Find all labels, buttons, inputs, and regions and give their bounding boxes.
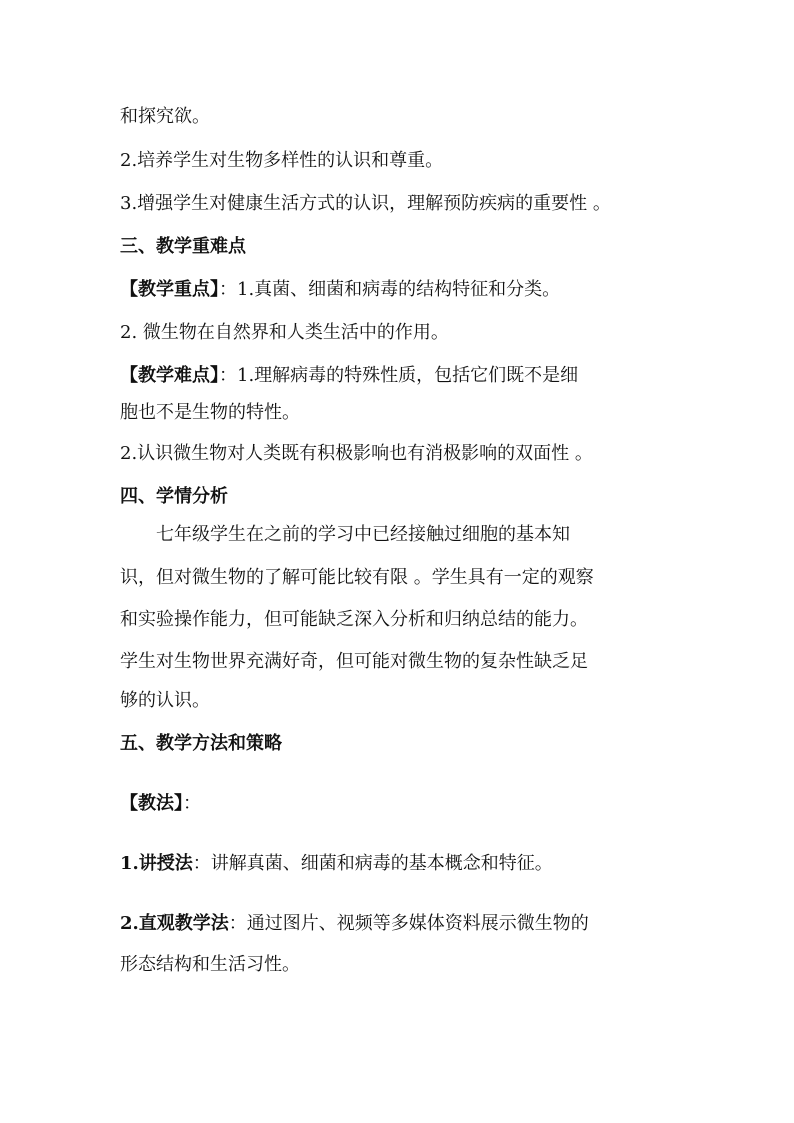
text: ： [183,793,201,814]
text: 和探究欲。 [120,106,210,127]
text: ：1.真菌、细菌和病毒的结构特征和分类。 [219,279,561,300]
paragraph-line [120,565,720,591]
key-points-label: 【教学重点】 [120,279,219,300]
paragraph-line [120,952,720,978]
heading-text: 五、教学方法和策略 [120,733,282,754]
method-label: 1.讲授法 [120,853,193,874]
text: 和实验操作能力，但可能缺乏深入分析和归纳总结的能力。 [120,609,588,630]
text: 学生对生物世界充满好奇，但可能对微生物的复杂性缺乏足 [120,651,588,672]
text: ：1.理解病毒的特殊性质，包括它们既不是细 [219,365,579,386]
text: 够的认识。 [120,690,210,711]
list-item [120,191,720,217]
text: 胞也不是生物的特性。 [120,402,300,423]
section-heading [120,484,720,510]
methods-line [120,791,720,817]
heading-text: 三、教学重难点 [120,236,246,257]
text: ：通过图片、视频等多媒体资料展示微生物的 [228,913,589,934]
paragraph-line [156,522,756,548]
list-item [120,320,720,346]
text: 七年级学生在之前的学习中已经接触过细胞的基本知 [156,524,570,545]
text: 形态结构和生活习性。 [120,954,300,975]
list-item [120,911,720,937]
text: 3.增强学生对健康生活方式的认识，理解预防疾病的重要性 。 [120,193,611,214]
section-heading [120,731,720,757]
list-item [120,441,720,467]
text: 2.培养学生对生物多样性的认识和尊重。 [120,150,444,171]
heading-text: 四、学情分析 [120,486,228,507]
list-item [120,148,720,174]
difficult-points-label: 【教学难点】 [120,365,219,386]
methods-label: 【教法】 [120,793,183,814]
section-heading [120,234,720,260]
text: 识，但对微生物的了解可能比较有限 。学生具有一定的观察 [120,567,594,588]
paragraph-line [120,400,720,426]
text: ：讲解真菌、细菌和病毒的基本概念和特征。 [192,853,553,874]
paragraph-line [120,104,720,130]
paragraph-line [120,688,720,714]
method-label: 2.直观教学法 [120,913,229,934]
text: 2.认识微生物对人类既有积极影响也有消极影响的双面性 。 [120,443,593,464]
list-item [120,851,720,877]
paragraph-line [120,607,720,633]
paragraph-line [120,649,720,675]
key-points-line [120,277,720,303]
difficult-points-line [120,363,720,389]
text: 2. 微生物在自然界和人类生活中的作用。 [120,322,449,343]
